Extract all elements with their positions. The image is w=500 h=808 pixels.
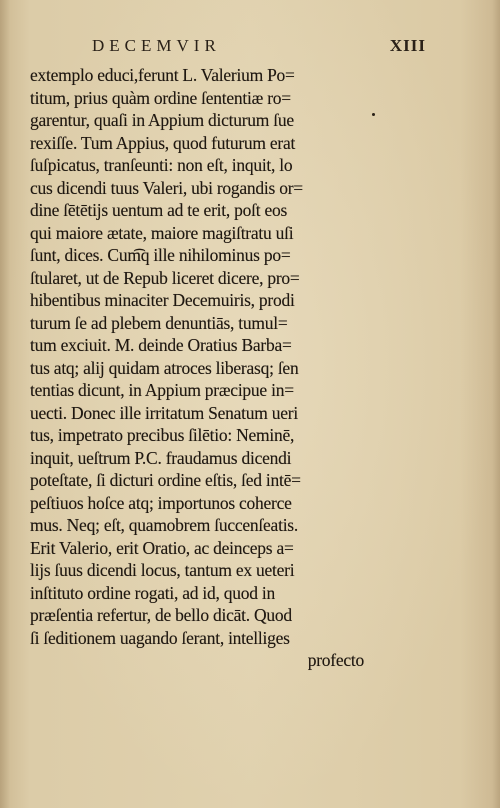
text-line: inquit, ueſtrum P.C. fraudamus dicendi [30, 447, 292, 468]
body-text [30, 64, 366, 672]
text-line: tus atq; alij quidam atroces liberasq; ſen [30, 357, 299, 378]
text-line: Erit Valerio, erit Oratio, ac deinceps a= [30, 537, 294, 558]
text-line: mus. Neq; eſt, quamobrem ſuccenſeatis. [30, 515, 298, 535]
text-line: turum ſe ad plebem denuntiās, tumul= [30, 312, 288, 333]
text-line: tentias dicunt, in Appium præcipue in= [30, 380, 294, 400]
text-line: inſtituto ordine rogati, ad id, quod in [30, 582, 275, 603]
text-line: hibentibus minaciter Decemuiris, prodi [30, 290, 295, 310]
text-line: cus dicendi tuus Valeri, ubi rogandis or= [30, 177, 303, 198]
text-line: tus, impetrato precibus ſilētio: Neminē, [30, 425, 295, 445]
page-edge-shadow-left [0, 0, 10, 808]
page-edge-shadow-right [492, 0, 500, 808]
text-line: ſunt, dices. Cum͡q ille nihilominus po= [30, 245, 291, 265]
text-line: rexiſſe. Tum Appius, quod futurum erat [30, 132, 296, 153]
text-line: ſi ſeditionem uagando ſerant, intelliges [30, 627, 290, 648]
text-line: poteſtate, ſi dicturi ordine eſtis, ſed intē= [30, 470, 301, 490]
text-line: qui maiore ætate, maiore magiſtratu uſi [30, 222, 294, 243]
catchword: profecto [307, 650, 364, 670]
text-line: ſtularet, ut de Repub liceret dicere, pro= [30, 267, 300, 288]
running-head: DECEMVIR [92, 36, 221, 55]
text-line: lijs ſuus dicendi locus, tantum ex ueteri [30, 560, 295, 580]
text-line: extemplo educi,ferunt L. Valerium Po= [30, 65, 295, 85]
ink-speck [372, 113, 375, 116]
folio-number: XIII [389, 36, 426, 55]
text-line: tum exciuit. M. deinde Oratius Barba= [30, 335, 292, 355]
text-line: dine ſētētijs uentum ad te erit, poſt eos [30, 200, 288, 220]
text-line: ſuſpicatus, tranſeunti: non eſt, inquit, lo [30, 155, 293, 175]
text-line: uecti. Donec ille irritatum Senatum ueri [30, 402, 298, 423]
text-line: peſtiuos hoſce atq; importunos coherce [30, 492, 292, 513]
page-header [92, 36, 426, 58]
text-line: garentur, quaſi in Appium dicturum ſue [30, 110, 294, 130]
text-line: titum, prius quàm ordine ſententiæ ro= [30, 87, 291, 108]
text-line: præſentia refertur, de bello dicāt. Quod [30, 605, 292, 625]
